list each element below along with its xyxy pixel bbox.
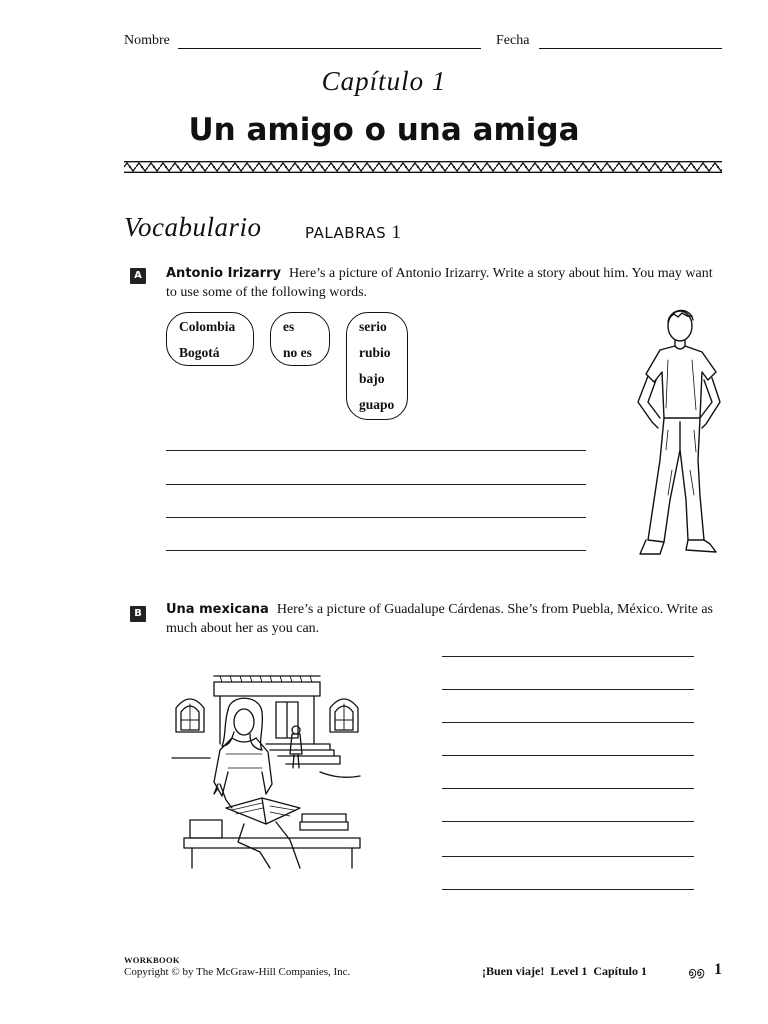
writing-line[interactable]	[166, 517, 586, 518]
word: guapo	[359, 397, 395, 412]
exercise-a-badge: A	[130, 268, 146, 284]
word: Colombia	[179, 319, 236, 334]
exercise-b-title: Una mexicana	[166, 602, 269, 617]
footer-workbook: WORKBOOK	[124, 955, 180, 965]
word: serio	[359, 319, 387, 334]
writing-line[interactable]	[442, 821, 694, 822]
writing-line[interactable]	[166, 550, 586, 551]
exercise-b-badge: B	[130, 606, 146, 622]
exercise-a-instructions	[166, 264, 726, 302]
word-bubble-places	[166, 312, 254, 366]
page-number: 1	[714, 961, 722, 978]
exercise-b-text: Here’s a picture of Guadalupe Cárdenas. She’s from Puebla, México. Write as much about her as you can.	[166, 602, 713, 636]
antonio-illustration	[612, 300, 732, 562]
word: no es	[283, 345, 312, 360]
word: bajo	[359, 371, 385, 386]
writing-line[interactable]	[166, 484, 586, 485]
date-label: Fecha	[496, 33, 530, 48]
footer-book-title: ¡Buen viaje! Level 1 Capítulo 1	[482, 964, 647, 978]
writing-line[interactable]	[442, 689, 694, 690]
writing-line[interactable]	[442, 755, 694, 756]
footer-copyright: Copyright © by The McGraw-Hill Companies, Inc.	[124, 966, 351, 978]
writing-line[interactable]	[442, 656, 694, 657]
word: rubio	[359, 345, 391, 360]
name-field[interactable]	[178, 48, 481, 49]
palabras-number: 1	[391, 222, 402, 243]
chapter-heading: Capítulo 1	[321, 66, 447, 96]
writing-line[interactable]	[442, 722, 694, 723]
section-subheading	[305, 222, 401, 244]
word-bubble-adjectives	[346, 312, 408, 420]
writing-line[interactable]	[442, 788, 694, 789]
writing-line[interactable]	[442, 856, 694, 857]
exercise-a-title: Antonio Irizarry	[166, 266, 281, 281]
page-title: Un amigo o una amiga	[188, 112, 580, 148]
exercise-a-text: Here’s a picture of Antonio Irizarry. Write a story about him. You may want to use some of the following words.	[166, 266, 713, 300]
footer-ornament: ൭൭	[688, 965, 705, 979]
name-label: Nombre	[124, 33, 170, 48]
writing-line[interactable]	[166, 450, 586, 451]
word: es	[283, 319, 295, 334]
exercise-b-instructions	[166, 600, 726, 638]
date-field[interactable]	[539, 48, 722, 49]
section-heading: Vocabulario	[124, 212, 262, 242]
decorative-border	[124, 161, 722, 173]
word-bubble-verbs	[270, 312, 330, 366]
word: Bogotá	[179, 345, 220, 360]
palabras-label: PALABRAS	[305, 224, 387, 242]
writing-line[interactable]	[442, 889, 694, 890]
guadalupe-illustration	[170, 672, 364, 870]
